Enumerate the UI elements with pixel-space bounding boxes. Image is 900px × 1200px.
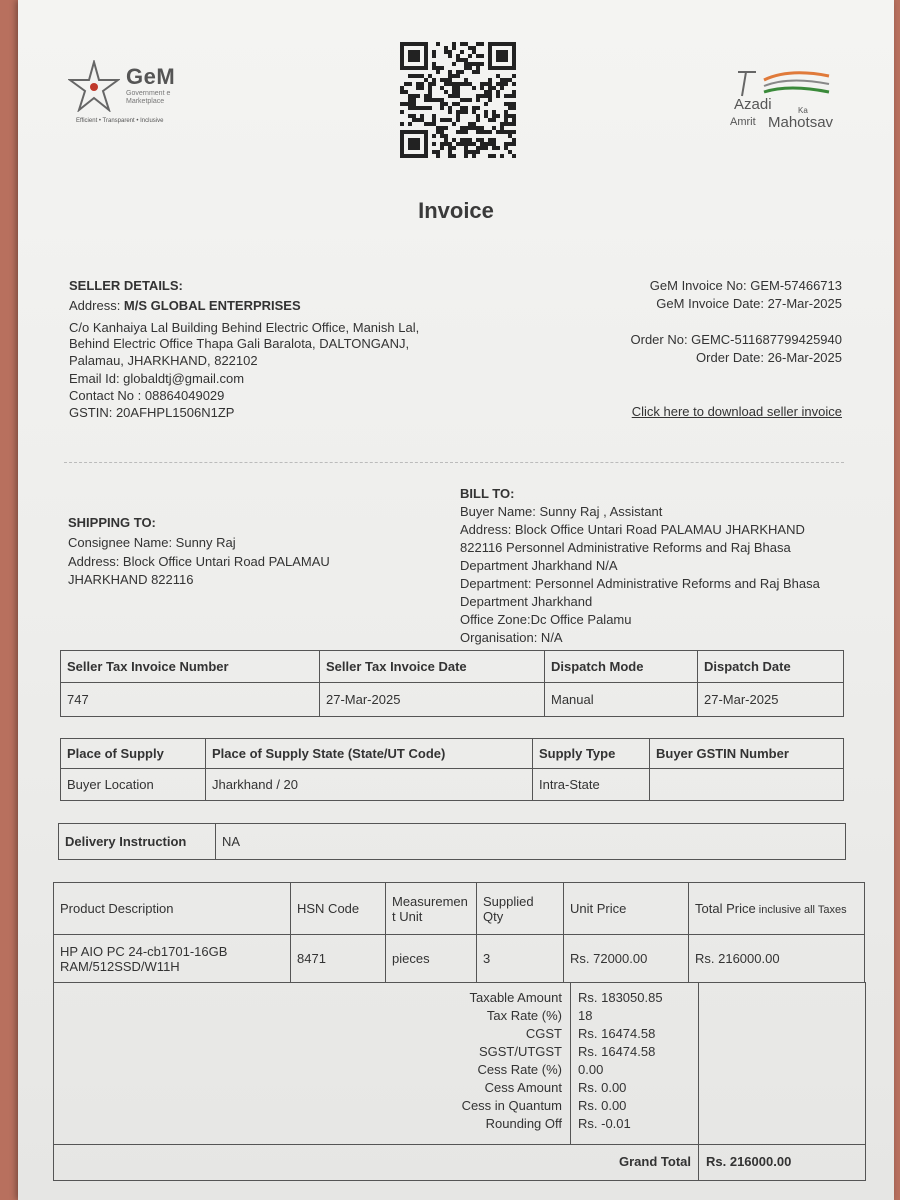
table-row <box>59 824 846 860</box>
section-divider <box>64 462 844 463</box>
cgst-label: CGST <box>525 1026 562 1041</box>
cess-quantum-value: Rs. 0.00 <box>578 1098 627 1113</box>
totals-divider <box>54 1144 865 1145</box>
aza-logo-ka: Ka <box>798 106 808 115</box>
cess-rate-value: 0.00 <box>578 1062 604 1077</box>
table-header-cell: Buyer GSTIN Number <box>650 739 844 769</box>
seller-address-line-1 <box>69 297 301 315</box>
page-title: Invoice <box>418 198 494 223</box>
total-price: Rs. 216000.00 <box>689 935 865 983</box>
azadi-flag-icon <box>734 66 834 100</box>
table-header-cell: Supply Type <box>533 739 650 769</box>
table-header-row <box>54 883 865 935</box>
hsn-code: 8471 <box>291 935 386 983</box>
bill-to-line: Address: Block Office Untari Road PALAMAU JHARKHAND <box>460 522 805 537</box>
delivery-table <box>58 823 846 860</box>
gem-invoice-number: GeM Invoice No: GEM-57466713 <box>649 278 842 293</box>
gem-logo-title: GeM <box>126 64 176 89</box>
cess-amount-value: Rs. 0.00 <box>578 1080 627 1095</box>
sgst-label: SGST/UTGST <box>478 1044 562 1059</box>
delivery-instruction-value: NA <box>216 824 846 860</box>
seller-contact: Contact No : 08864049029 <box>69 388 225 403</box>
table-header-cell: Place of Supply <box>61 739 206 769</box>
delivery-instruction-label: Delivery Instruction <box>59 824 216 860</box>
supply-table <box>60 738 844 801</box>
table-header-cell: Place of Supply State (State/UT Code) <box>206 739 533 769</box>
aza-logo-amrit: Amrit <box>730 116 756 128</box>
shipping-address-line-1: Address: Block Office Untari Road PALAMAU <box>68 554 330 569</box>
order-date: Order Date: 26-Mar-2025 <box>696 350 842 365</box>
seller-address-prefix: Address: <box>69 298 124 313</box>
grand-total-value: Rs. 216000.00 <box>706 1154 792 1169</box>
table-row <box>61 769 844 801</box>
bill-to-line: Department: Personnel Administrative Reforms and Raj Bhasa <box>460 576 820 591</box>
rounding-off-value: Rs. -0.01 <box>578 1116 631 1131</box>
totals-divider <box>698 982 699 1180</box>
cess-rate-label: Cess Rate (%) <box>477 1062 562 1077</box>
table-header-cell: HSN Code <box>291 883 386 935</box>
shipping-heading: SHIPPING TO: <box>68 515 156 530</box>
azadi-ka-amrit-mahotsav-logo <box>718 66 858 136</box>
seller-address-line-2: C/o Kanhaiya Lal Building Behind Electric Office, Manish Lal, <box>69 320 420 335</box>
seller-name: M/S GLOBAL ENTERPRISES <box>123 298 301 313</box>
seller-gstin: GSTIN: 20AFHPL1506N1ZP <box>69 405 235 420</box>
table-cell: Manual <box>545 683 698 717</box>
table-header-cell: Supplied Qty <box>477 883 564 935</box>
gem-logo-subtitle: Government e Marketplace <box>126 90 171 105</box>
table-header-cell: Dispatch Date <box>698 651 844 683</box>
table-cell: Buyer Location <box>61 769 206 801</box>
table-cell: 27-Mar-2025 <box>320 683 545 717</box>
bill-to-line: Organisation: N/A <box>460 630 563 645</box>
gem-logo <box>68 60 218 132</box>
bill-to-line: Buyer Name: Sunny Raj , Assistant <box>460 504 663 519</box>
qr-code-icon <box>400 42 516 158</box>
bill-to-line: Department Jharkhand N/A <box>460 558 618 573</box>
gem-invoice-date: GeM Invoice Date: 27-Mar-2025 <box>656 296 842 311</box>
table-header-row <box>61 739 844 769</box>
table-row <box>54 935 865 983</box>
seller-address-line-3: Behind Electric Office Thapa Gali Baralota, DALTONGANJ, <box>69 336 410 351</box>
shipping-consignee: Consignee Name: Sunny Raj <box>68 535 236 550</box>
aza-logo-mahotsav: Mahotsav <box>768 114 834 131</box>
download-seller-invoice-link[interactable]: Click here to download seller invoice <box>631 404 842 419</box>
gem-logo-tagline: Efficient • Transparent • Inclusive <box>76 118 164 124</box>
table-cell <box>650 769 844 801</box>
table-cell: Intra-State <box>533 769 650 801</box>
table-header-cell: Seller Tax Invoice Date <box>320 651 545 683</box>
cess-amount-label: Cess Amount <box>484 1080 562 1095</box>
product-description: HP AIO PC 24-cb1701-16GB RAM/512SSD/W11H <box>54 935 291 983</box>
table-header-cell: Unit Price <box>564 883 689 935</box>
invoice-paper <box>18 0 894 1200</box>
aza-logo-azadi: Azadi <box>734 96 772 113</box>
table-cell: 27-Mar-2025 <box>698 683 844 717</box>
table-row <box>61 683 844 717</box>
cgst-value: Rs. 16474.58 <box>578 1026 656 1041</box>
bill-to-line: Department Jharkhand <box>460 594 593 609</box>
table-header-row <box>61 651 844 683</box>
bill-to-line: Office Zone:Dc Office Palamu <box>460 612 632 627</box>
table-header-cell: Dispatch Mode <box>545 651 698 683</box>
bill-to-heading: BILL TO: <box>460 486 515 501</box>
rounding-off-label: Rounding Off <box>485 1116 562 1131</box>
table-header-cell <box>689 883 865 935</box>
totals-box <box>53 982 866 1181</box>
unit-price: Rs. 72000.00 <box>564 935 689 983</box>
total-price-header: Total Price <box>695 901 756 916</box>
bill-to-line: 822116 Personnel Administrative Reforms and Raj Bhasa <box>460 540 791 555</box>
shipping-address-line-2: JHARKHAND 822116 <box>68 572 194 587</box>
seller-heading: SELLER DETAILS: <box>69 278 183 293</box>
table-cell: 747 <box>61 683 320 717</box>
table-header-cell: Measuremen t Unit <box>386 883 477 935</box>
grand-total-label: Grand Total <box>619 1154 691 1169</box>
sgst-value: Rs. 16474.58 <box>578 1044 656 1059</box>
table-header-cell: Seller Tax Invoice Number <box>61 651 320 683</box>
order-number: Order No: GEMC-511687799425940 <box>630 332 842 347</box>
product-table <box>53 882 865 983</box>
taxable-amount-label: Taxable Amount <box>469 990 562 1005</box>
tax-rate-label: Tax Rate (%) <box>486 1008 562 1023</box>
tax-invoice-table <box>60 650 844 717</box>
totals-divider <box>570 982 571 1144</box>
table-cell: Jharkhand / 20 <box>206 769 533 801</box>
seller-address-line-4: Palamau, JHARKHAND, 822102 <box>69 353 258 368</box>
taxable-amount-value: Rs. 183050.85 <box>578 990 663 1005</box>
seller-email: Email Id: globaldtj@gmail.com <box>69 371 245 386</box>
measurement-unit: pieces <box>386 935 477 983</box>
total-price-header-note: inclusive all Taxes <box>755 904 847 916</box>
tax-rate-value: 18 <box>578 1008 593 1023</box>
gem-star-icon <box>68 60 120 112</box>
supplied-qty: 3 <box>477 935 564 983</box>
table-header-cell: Product Description <box>54 883 291 935</box>
cess-quantum-label: Cess in Quantum <box>461 1098 562 1113</box>
